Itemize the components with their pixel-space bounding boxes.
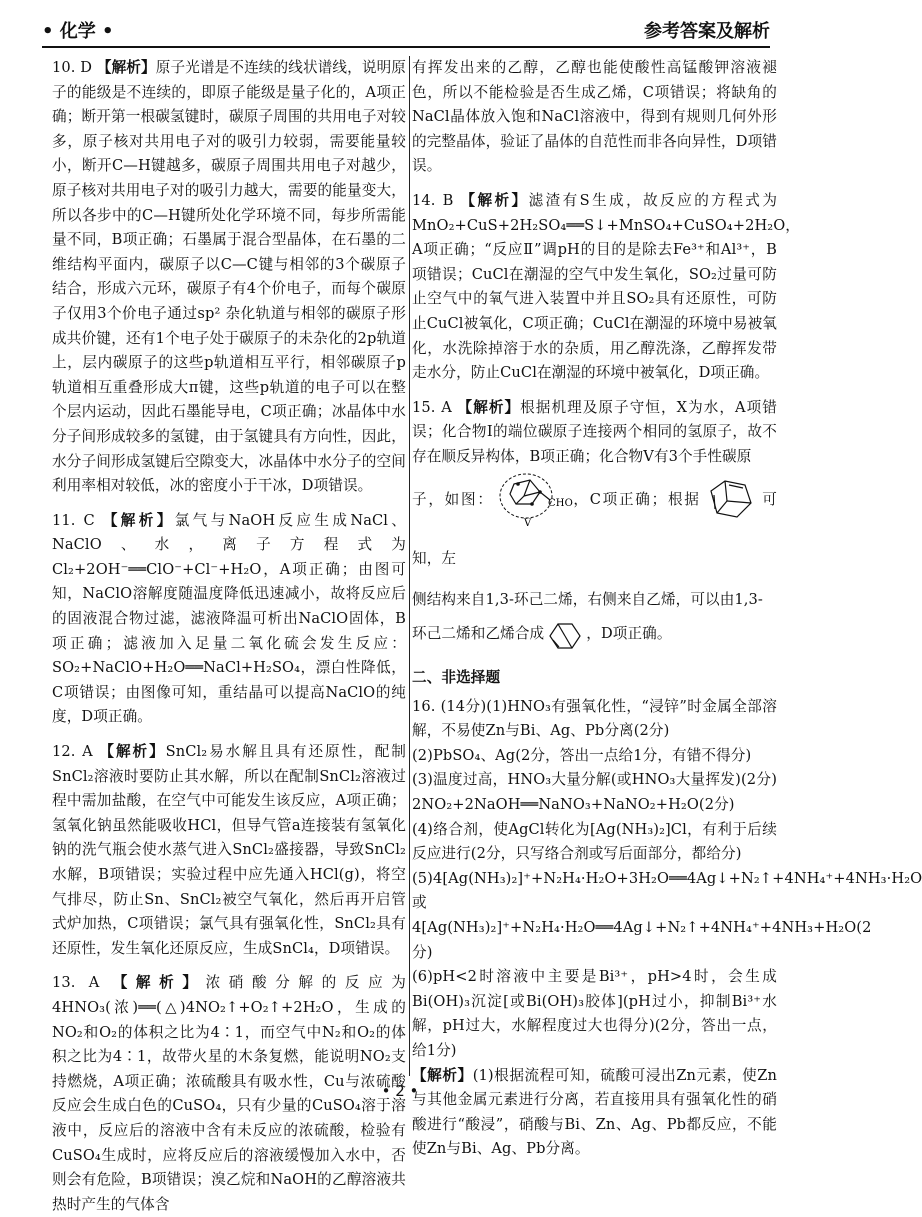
question-number: 13. A bbox=[52, 974, 113, 992]
question-number: 12. A bbox=[52, 743, 100, 761]
analysis-text: 氯气与NaOH反应生成NaCl、NaClO、水，离子方程式为Cl₂+2OH⁻══ClO⁻+Cl⁻+H₂O，A项正确；由图可知，NaClO溶解度随温度降低迅速减小，故将反应后的固液混合物过滤，滤液降温可析出NaClO固体，B项正确；滤液加入足量二氧化硫会发生反应：SO₂+NaClO+H₂O══NaCl+H₂SO₄，漂白性降低，C项错误；由图像可知，重结晶可以提高NaClO的纯度，D项正确。 bbox=[52, 511, 406, 726]
analysis-tag: 【解析】 bbox=[457, 398, 521, 416]
analysis-tag: 【解析】 bbox=[102, 511, 175, 529]
page-header bbox=[42, 12, 770, 48]
analysis-text: ，D项正确。 bbox=[586, 625, 672, 643]
fig-cho-label: CHO bbox=[547, 497, 573, 509]
answer-11 bbox=[52, 509, 406, 730]
analysis-text: 环己二烯和乙烯合成 bbox=[412, 625, 545, 643]
compound-v-structure-figure bbox=[494, 470, 572, 530]
analysis-text: 浓硝酸分解的反应为4HNO₃(浓)══(△)4NO₂↑+O₂↑+2H₂O，生成的NO₂和O₂的体积之比为4∶1，而空气中N₂和O₂的体积之比为4∶1，故带火星的木条复燃，能说明NO₂支持燃烧，A项正确；浓硫酸具有吸水性，Cu与浓硫酸反应会生成白色的CuSO₄，只有少量的CuSO₄溶于溶液中，反应后的溶液中含有未反应的浓硫酸，检验有CuSO₄生成时，应将反应后的溶液缓慢加入水中，否则会有危险，B项错误；溴乙烷和NaOH的乙醇溶液共热时产生的气体含 bbox=[52, 974, 406, 1213]
answer-16-part-2: (2)PbSO₄、Ag(2分，答出一点给1分，有错不得分) bbox=[412, 746, 752, 764]
answer-15-synthesis-line bbox=[412, 612, 777, 656]
answer-12 bbox=[52, 740, 406, 961]
analysis-tag: 【解析】 bbox=[460, 191, 529, 209]
section-heading: 二、非选择题 bbox=[412, 669, 501, 687]
analysis-text: 原子光谱是不连续的线状谱线，说明原子的能级是不连续的，即原子能级是量子化的，A项正确；断开第一根碳氢键时，碳原子周围的共用电子对较多，原子核对共用电子对的吸引力较弱，需要能量较小，断开C—H键越多，碳原子周围共用电子对越少，原子核对共用电子对的吸引力越大，需要的能量变大，所以各步中的C—H键所处化学环境不同，每步所需能量不同，B项正确；石墨属于混合型晶体，在石墨的二维结构平面内，碳原子以C—C键与相邻的3个碳原子结合，形成六元环，碳原子有4个价电子，而每个碳原子仅用3个价电子通过sp² 杂化轨道与相邻的碳原子形成共价键，还有1个电子处于碳原子的未杂化的2p轨道上，层内碳原子的这些p轨道相互平行，相邻碳原子p轨道相互重叠形成大π键，这些p轨道的电子可以在整个层内运动，因此石墨能导电，C项正确；冰晶体中水分子间形成较多的氢键，由于氢键具有方向性，因此，水分子间形成氢键后空隙变大，冰晶体中水分子的空间利用率相对较低，冰的密度小于干冰，D项错误。 bbox=[52, 59, 406, 495]
question-number: 15. A bbox=[412, 398, 458, 416]
analysis-tag: 【解析】 bbox=[99, 743, 166, 761]
analysis-text: SnCl₂易水解且具有还原性，配制SnCl₂溶液时要防止其水解，所以在配制SnCl₂溶液过程中需加盐酸，在空气中可能发生该反应，A项正确；氢氧化钠虽然能吸收HCl，但导气管a连接装有氢氧化钠的洗气瓶会使水蒸气进入SnCl₂盛接器，导致SnCl₂水解，B项错误；实验过程中应先通入HCl(g)，将空气排尽，防止Sn、SnCl₂被空气氧化，然后再开启管式炉加热，C项错误；氯气具有强氧化性，SnCl₂具有还原性，发生氧化还原反应，生成SnCl₄，D项错误。 bbox=[52, 743, 406, 957]
answer-16-part-4: (4)络合剂，使AgCl转化为[Ag(NH₃)₂]Cl，有利于后续反应进行(2分，只写络合剂或写后面部分，都给分) bbox=[412, 820, 777, 863]
answer-10 bbox=[52, 56, 406, 499]
analysis-text: 滤渣有S生成，故反应的方程式为MnO₂+CuS+2H₂SO₄══S↓+MnSO₄+CuSO₄+2H₂O，A项正确；“反应Ⅱ”调pH的目的是除去Fe³⁺和Al³⁺，B项错误；CuCl在潮湿的空气中发生氧化，SO₂过量可防止空气中的氧气进入装置中并且SO₂具有还原性，可防止CuCl被氧化，C项正确；CuCl在潮湿的环境中易被氧化，水洗除掉溶于水的杂质，用乙醇洗涤，乙醇挥发带走水分，防止CuCl在潮湿的环境中被氧化，D项正确。 bbox=[412, 191, 800, 382]
question-number: 14. B bbox=[412, 191, 461, 209]
answer-16-part-1: 16. (14分)(1)HNO₃有强氧化性，“浸锌”时金属全部溶解，不易使Zn与Bi、Ag、Pb分离(2分) bbox=[412, 697, 777, 740]
question-number: 11. C bbox=[52, 511, 103, 529]
question-number: 10. D bbox=[52, 59, 97, 76]
analysis-text: 侧结构来自1,3-环己二烯，右侧来自乙烯，可以由1,3- bbox=[412, 590, 763, 608]
answer-16-part-6: (6)pH<2时溶液中主要是Bi³⁺，pH>4时，会生成Bi(OH)₃沉淀[或Bi(OH)₃胶体](pH过小，抑制Bi³⁺水解，pH过大，水解程度过大也得分)(2分，答出一点，给1分) bbox=[412, 968, 777, 1059]
column-divider bbox=[409, 56, 410, 1076]
analysis-tag: 【解析】 bbox=[412, 1066, 473, 1084]
analysis-text: 有挥发出来的乙醇，乙醇也能使酸性高锰酸钾溶液褪色，所以不能检验是否生成乙烯，C项错误；将缺角的NaCl晶体放入饱和NaCl溶液中，得到有规则几何外形的完整晶体，验证了晶体的自范性而非各向异性，D项错误。 bbox=[412, 59, 777, 175]
bicyclic-compound-figure bbox=[701, 471, 761, 529]
right-column bbox=[412, 56, 922, 1158]
answer-14 bbox=[412, 189, 800, 386]
answer-16-part-5: (5)4[Ag(NH₃)₂]⁺+N₂H₄·H₂O+3H₂O══4Ag↓+N₂↑+4NH₄⁺+4NH₃·H₂O或4[Ag(NH₃)₂]⁺+N₂H₄·H₂O══4Ag↓+N₂↑+4NH₄⁺+4NH₃+H₂O(2分) bbox=[412, 869, 922, 961]
analysis-text: ，C项正确；根据 bbox=[571, 490, 701, 508]
analysis-text: 可知，左 bbox=[412, 490, 777, 567]
left-column bbox=[52, 56, 406, 1213]
subject-label: • 化学 • bbox=[42, 21, 114, 42]
analysis-tag: 【解析】 bbox=[112, 974, 206, 992]
analysis-text: (1)根据流程可知，硫酸可浸出Zn元素，使Zn与其他金属元素进行分离，若直接用具有强氧化性的硝酸进行“酸浸”，硝酸与Bi、Zn、Ag、Pb都反应，不能使Zn与Bi、Ag、Pb分离。 bbox=[412, 1066, 777, 1158]
bicyclooctene-figure bbox=[544, 612, 586, 656]
section-label: 参考答案及解析 bbox=[644, 21, 770, 42]
analysis-text: 根据机理及原子守恒，X为水，A项错误；化合物Ⅰ的端位碳原子连接两个相同的氢原子，故不存在顺反异构体，B项正确；化合物Ⅴ有3个手性碳原 bbox=[412, 398, 777, 465]
fig-v-label: V bbox=[523, 517, 532, 529]
analysis-text: 子，如图： bbox=[412, 490, 494, 508]
analysis-tag: 【解析】 bbox=[96, 59, 156, 76]
answer-16-part-3: (3)温度过高，HNO₃大量分解(或HNO₃大量挥发)(2分) 2NO₂+2NaOH══NaNO₃+NaNO₂+H₂O(2分) bbox=[412, 771, 792, 814]
answer-16-analysis bbox=[412, 1064, 777, 1162]
answer-15-figure-line bbox=[412, 470, 777, 588]
answer-13-continued bbox=[412, 56, 777, 179]
answer-15 bbox=[412, 396, 777, 656]
page-number: • 2 • bbox=[381, 1082, 419, 1100]
